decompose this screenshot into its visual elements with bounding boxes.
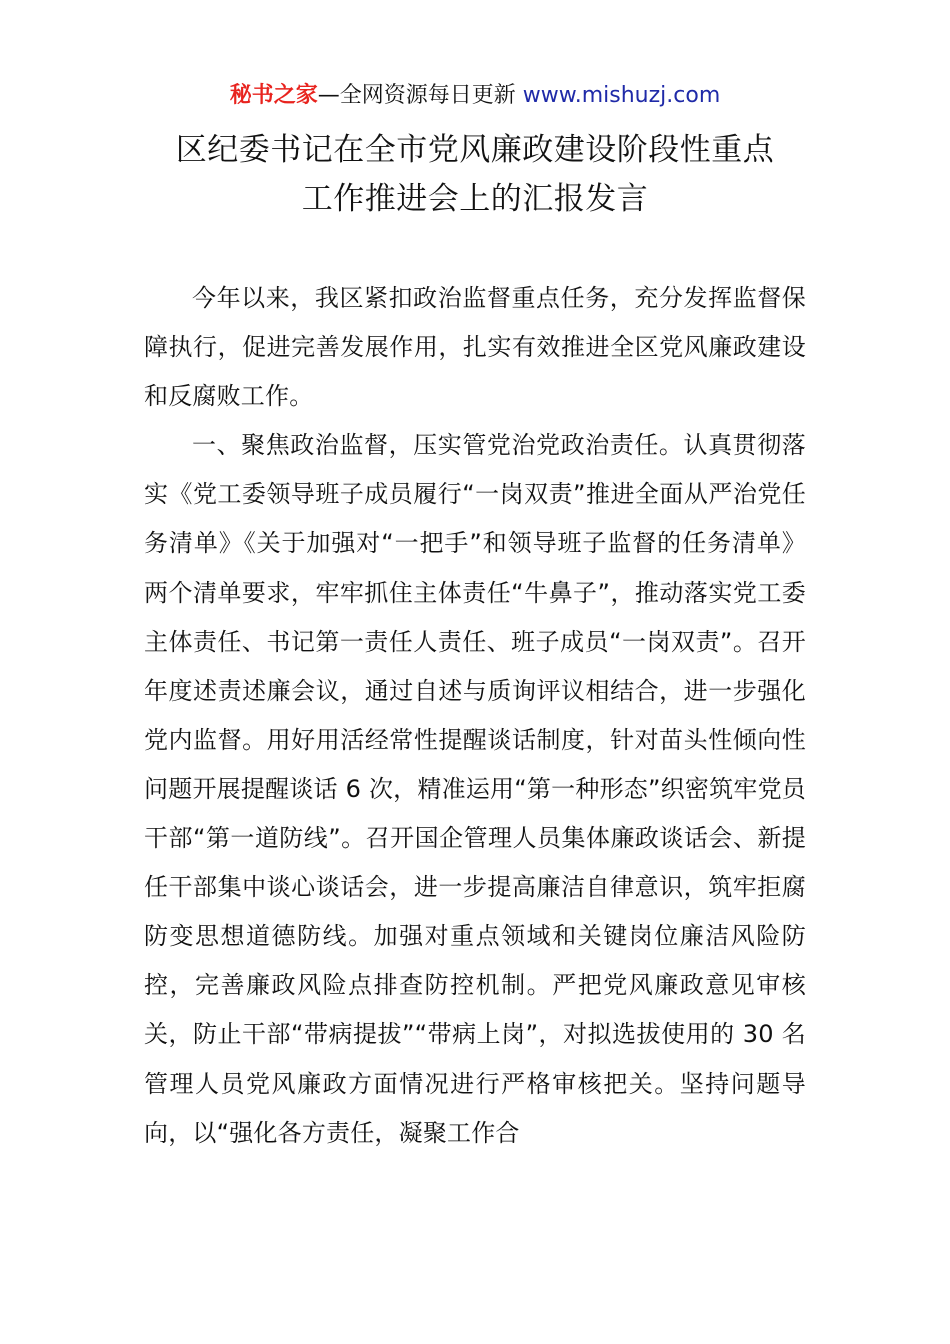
document-body bbox=[144, 274, 806, 1158]
document-title bbox=[0, 126, 950, 224]
title-line-1: 区纪委书记在全市党风廉政建设阶段性重点 bbox=[175, 132, 775, 168]
paragraph-section-1: 一、聚焦政治监督，压实管党治党政治责任。认真贯彻落实《党工委领导班子成员履行“一岗双责”推进全面从严治党任务清单》《关于加强对“一把手”和领导班子监督的任务清单》两个清单要求，牢牢抓住主体责任“牛鼻子”，推动落实党工委主体责任、书记第一责任人责任、班子成员“一岗双责”。召开年度述责述廉会议，通过自述与质询评议相结合，进一步强化党内监督。用好用活经常性提醒谈话制度，针对苗头性倾向性问题开展提醒谈话 6 次，精准运用“第一种形态”织密筑牢党员干部“第一道防线”。召开国企管理人员集体廉政谈话会、新提任干部集中谈心谈话会，进一步提高廉洁自律意识，筑牢拒腐防变思想道德防线。加强对重点领域和关键岗位廉洁风险防控，完善廉政风险点排查防控机制。严把党风廉政意见审核关，防止干部“带病提拔”“带病上岗”，对拟选拔使用的 30 名管理人员党风廉政方面情况进行严格审核把关。坚持问题导向，以“强化各方责任，凝聚工作合 bbox=[144, 431, 806, 1147]
site-header bbox=[0, 80, 950, 112]
title-line-2: 工作推进会上的汇报发言 bbox=[301, 181, 649, 217]
site-tagline: —全网资源每日更新 bbox=[317, 83, 523, 108]
paragraph-intro: 今年以来，我区紧扣政治监督重点任务，充分发挥监督保障执行，促进完善发展作用，扎实有效推进全区党风廉政建设和反腐败工作。 bbox=[144, 284, 806, 411]
brand-name: 秘书之家 bbox=[229, 83, 318, 108]
site-url-link[interactable]: www.mishuzj.com bbox=[522, 83, 721, 108]
